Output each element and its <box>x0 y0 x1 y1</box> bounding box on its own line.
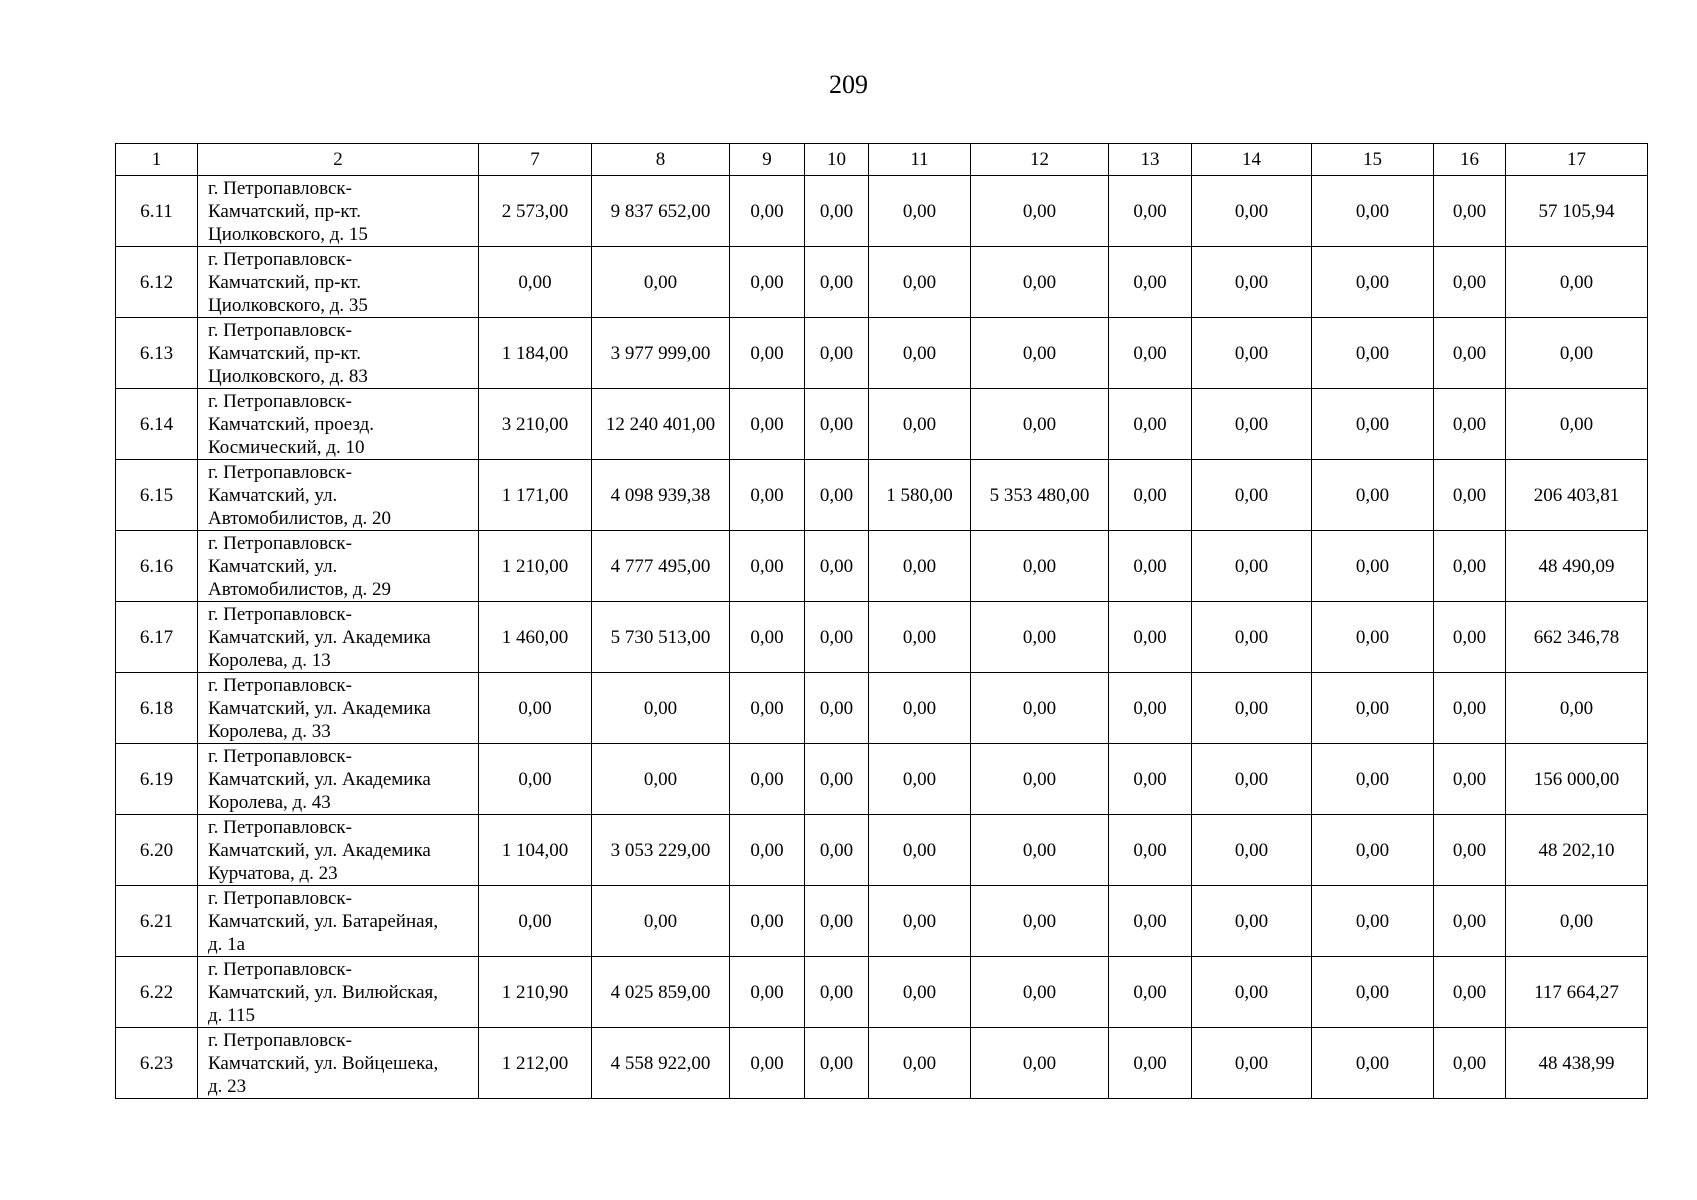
address-line: д. 23 <box>208 1075 247 1097</box>
value-cell: 0,00 <box>971 1028 1109 1099</box>
value-cell: 0,00 <box>971 673 1109 744</box>
value-cell: 0,00 <box>1109 602 1192 673</box>
value-cell: 0,00 <box>1192 886 1312 957</box>
value-cell: 0,00 <box>869 389 971 460</box>
value-cell: 0,00 <box>869 886 971 957</box>
value-cell: 3 053 229,00 <box>592 815 730 886</box>
value-cell: 0,00 <box>1312 460 1434 531</box>
value-cell: 662 346,78 <box>1506 602 1648 673</box>
value-cell: 0,00 <box>1109 176 1192 247</box>
value-cell: 1 184,00 <box>479 318 592 389</box>
value-cell: 0,00 <box>1109 886 1192 957</box>
value-cell: 0,00 <box>730 389 805 460</box>
value-cell: 9 837 652,00 <box>592 176 730 247</box>
value-cell: 0,00 <box>592 886 730 957</box>
address-line: Камчатский, ул. Войцешека, <box>208 1052 439 1074</box>
address-line: Циолковского, д. 35 <box>208 294 368 316</box>
address-line: Курчатова, д. 23 <box>208 862 338 884</box>
value-cell: 0,00 <box>730 815 805 886</box>
table-row <box>116 389 1648 460</box>
value-cell: 0,00 <box>1434 318 1506 389</box>
value-cell: 0,00 <box>1434 815 1506 886</box>
value-cell: 0,00 <box>1109 957 1192 1028</box>
value-cell: 0,00 <box>1506 389 1648 460</box>
address-line: Камчатский, ул. Академика <box>208 839 431 861</box>
value-cell: 0,00 <box>869 744 971 815</box>
value-cell: 0,00 <box>1312 602 1434 673</box>
row-number: 6.20 <box>116 815 198 886</box>
address-line: Камчатский, пр-кт. <box>208 271 362 293</box>
value-cell: 0,00 <box>805 886 869 957</box>
address-line: Королева, д. 33 <box>208 720 331 742</box>
value-cell: 1 460,00 <box>479 602 592 673</box>
value-cell: 48 438,99 <box>1506 1028 1648 1099</box>
address-cell <box>198 957 479 1028</box>
table-row <box>116 460 1648 531</box>
value-cell: 0,00 <box>971 318 1109 389</box>
value-cell: 0,00 <box>479 673 592 744</box>
value-cell: 0,00 <box>1434 389 1506 460</box>
value-cell: 0,00 <box>1312 815 1434 886</box>
value-cell: 0,00 <box>805 176 869 247</box>
value-cell: 0,00 <box>869 957 971 1028</box>
table-row <box>116 531 1648 602</box>
value-cell: 3 977 999,00 <box>592 318 730 389</box>
address-cell <box>198 673 479 744</box>
value-cell: 12 240 401,00 <box>592 389 730 460</box>
address-cell <box>198 247 479 318</box>
value-cell: 0,00 <box>479 247 592 318</box>
column-header: 2 <box>198 144 479 176</box>
address-line: г. Петропавловск- <box>208 887 352 909</box>
row-number: 6.17 <box>116 602 198 673</box>
value-cell: 0,00 <box>805 602 869 673</box>
value-cell: 0,00 <box>805 247 869 318</box>
table-row <box>116 318 1648 389</box>
column-header: 13 <box>1109 144 1192 176</box>
value-cell: 0,00 <box>1109 389 1192 460</box>
value-cell: 0,00 <box>1312 744 1434 815</box>
value-cell: 0,00 <box>805 1028 869 1099</box>
column-header: 16 <box>1434 144 1506 176</box>
value-cell: 0,00 <box>1192 815 1312 886</box>
value-cell: 0,00 <box>1109 815 1192 886</box>
value-cell: 0,00 <box>1434 673 1506 744</box>
address-line: Автомобилистов, д. 29 <box>208 578 392 600</box>
address-cell <box>198 744 479 815</box>
value-cell: 0,00 <box>1192 318 1312 389</box>
value-cell: 206 403,81 <box>1506 460 1648 531</box>
value-cell: 0,00 <box>869 815 971 886</box>
value-cell: 0,00 <box>592 744 730 815</box>
value-cell: 0,00 <box>1312 957 1434 1028</box>
value-cell: 0,00 <box>1506 247 1648 318</box>
row-number: 6.23 <box>116 1028 198 1099</box>
value-cell: 0,00 <box>1192 389 1312 460</box>
address-line: г. Петропавловск- <box>208 248 352 270</box>
address-line: г. Петропавловск- <box>208 958 352 980</box>
value-cell: 0,00 <box>869 531 971 602</box>
row-number: 6.16 <box>116 531 198 602</box>
value-cell: 0,00 <box>869 247 971 318</box>
address-line: г. Петропавловск- <box>208 532 352 554</box>
value-cell: 4 098 939,38 <box>592 460 730 531</box>
address-cell <box>198 886 479 957</box>
address-line: Камчатский, ул. Академика <box>208 626 431 648</box>
address-line: г. Петропавловск- <box>208 603 352 625</box>
table-row <box>116 1028 1648 1099</box>
value-cell: 0,00 <box>1192 744 1312 815</box>
row-number: 6.12 <box>116 247 198 318</box>
value-cell: 3 210,00 <box>479 389 592 460</box>
value-cell: 0,00 <box>1312 673 1434 744</box>
table-row <box>116 247 1648 318</box>
table-body <box>116 176 1648 1099</box>
value-cell: 0,00 <box>730 673 805 744</box>
value-cell: 0,00 <box>730 886 805 957</box>
value-cell: 5 730 513,00 <box>592 602 730 673</box>
value-cell: 0,00 <box>1506 673 1648 744</box>
value-cell: 0,00 <box>1434 460 1506 531</box>
address-cell <box>198 176 479 247</box>
column-header: 11 <box>869 144 971 176</box>
value-cell: 0,00 <box>1312 531 1434 602</box>
value-cell: 0,00 <box>805 957 869 1028</box>
address-line: г. Петропавловск- <box>208 816 352 838</box>
value-cell: 0,00 <box>971 176 1109 247</box>
column-header: 12 <box>971 144 1109 176</box>
address-cell <box>198 602 479 673</box>
address-line: г. Петропавловск- <box>208 674 352 696</box>
page-number: 209 <box>829 70 868 99</box>
address-line: Автомобилистов, д. 20 <box>208 507 392 529</box>
value-cell: 4 558 922,00 <box>592 1028 730 1099</box>
value-cell: 0,00 <box>971 815 1109 886</box>
value-cell: 0,00 <box>1192 176 1312 247</box>
value-cell: 0,00 <box>1192 247 1312 318</box>
value-cell: 0,00 <box>1109 460 1192 531</box>
value-cell: 0,00 <box>730 531 805 602</box>
value-cell: 0,00 <box>805 318 869 389</box>
value-cell: 0,00 <box>1312 176 1434 247</box>
value-cell: 0,00 <box>1192 1028 1312 1099</box>
address-cell <box>198 318 479 389</box>
value-cell: 0,00 <box>971 531 1109 602</box>
value-cell: 1 210,90 <box>479 957 592 1028</box>
table-row <box>116 602 1648 673</box>
address-line: Камчатский, ул. Батарейная, <box>208 910 439 932</box>
value-cell: 156 000,00 <box>1506 744 1648 815</box>
value-cell: 0,00 <box>730 957 805 1028</box>
address-line: Камчатский, ул. Вилюйская, <box>208 981 439 1003</box>
value-cell: 0,00 <box>971 886 1109 957</box>
value-cell: 0,00 <box>971 247 1109 318</box>
value-cell: 0,00 <box>592 673 730 744</box>
value-cell: 0,00 <box>1434 247 1506 318</box>
value-cell: 4 025 859,00 <box>592 957 730 1028</box>
address-line: д. 1а <box>208 933 246 955</box>
value-cell: 1 104,00 <box>479 815 592 886</box>
value-cell: 0,00 <box>805 531 869 602</box>
value-cell: 0,00 <box>1434 744 1506 815</box>
value-cell: 0,00 <box>1506 318 1648 389</box>
address-line: г. Петропавловск- <box>208 745 352 767</box>
row-number: 6.22 <box>116 957 198 1028</box>
address-line: Камчатский, ул. <box>208 484 338 506</box>
address-line: Камчатский, ул. <box>208 555 338 577</box>
value-cell: 0,00 <box>1109 744 1192 815</box>
value-cell: 0,00 <box>1109 318 1192 389</box>
address-line: г. Петропавловск- <box>208 1029 352 1051</box>
value-cell: 1 210,00 <box>479 531 592 602</box>
value-cell: 1 580,00 <box>869 460 971 531</box>
table-row <box>116 815 1648 886</box>
value-cell: 0,00 <box>805 389 869 460</box>
value-cell: 0,00 <box>730 744 805 815</box>
table-row <box>116 957 1648 1028</box>
value-cell: 48 490,09 <box>1506 531 1648 602</box>
address-line: г. Петропавловск- <box>208 319 352 341</box>
column-header: 7 <box>479 144 592 176</box>
value-cell: 0,00 <box>1312 247 1434 318</box>
value-cell: 0,00 <box>1434 886 1506 957</box>
row-number: 6.19 <box>116 744 198 815</box>
value-cell: 48 202,10 <box>1506 815 1648 886</box>
value-cell: 0,00 <box>479 744 592 815</box>
column-header: 10 <box>805 144 869 176</box>
address-line: Королева, д. 13 <box>208 649 331 671</box>
address-cell <box>198 1028 479 1099</box>
value-cell: 0,00 <box>805 460 869 531</box>
column-header: 9 <box>730 144 805 176</box>
value-cell: 0,00 <box>1192 673 1312 744</box>
value-cell: 57 105,94 <box>1506 176 1648 247</box>
value-cell: 0,00 <box>805 744 869 815</box>
row-number: 6.18 <box>116 673 198 744</box>
value-cell: 0,00 <box>730 247 805 318</box>
value-cell: 0,00 <box>730 318 805 389</box>
address-line: Камчатский, проезд. <box>208 413 375 435</box>
value-cell: 0,00 <box>592 247 730 318</box>
column-header: 15 <box>1312 144 1434 176</box>
value-cell: 0,00 <box>869 602 971 673</box>
value-cell: 0,00 <box>730 460 805 531</box>
value-cell: 0,00 <box>1192 531 1312 602</box>
table-row <box>116 176 1648 247</box>
value-cell: 0,00 <box>1312 389 1434 460</box>
address-line: Камчатский, пр-кт. <box>208 342 362 364</box>
column-header: 14 <box>1192 144 1312 176</box>
address-line: г. Петропавловск- <box>208 390 352 412</box>
column-header: 8 <box>592 144 730 176</box>
value-cell: 0,00 <box>730 1028 805 1099</box>
table-row <box>116 744 1648 815</box>
value-cell: 0,00 <box>1192 460 1312 531</box>
address-line: г. Петропавловск- <box>208 461 352 483</box>
address-cell <box>198 460 479 531</box>
value-cell: 0,00 <box>1434 957 1506 1028</box>
value-cell: 0,00 <box>479 886 592 957</box>
value-cell: 0,00 <box>1434 1028 1506 1099</box>
value-cell: 0,00 <box>1506 886 1648 957</box>
row-number: 6.11 <box>116 176 198 247</box>
value-cell: 2 573,00 <box>479 176 592 247</box>
value-cell: 0,00 <box>869 318 971 389</box>
value-cell: 117 664,27 <box>1506 957 1648 1028</box>
row-number: 6.13 <box>116 318 198 389</box>
column-header: 1 <box>116 144 198 176</box>
value-cell: 0,00 <box>1312 1028 1434 1099</box>
value-cell: 0,00 <box>1312 318 1434 389</box>
value-cell: 0,00 <box>1109 1028 1192 1099</box>
value-cell: 0,00 <box>1312 886 1434 957</box>
address-cell <box>198 815 479 886</box>
value-cell: 0,00 <box>1434 602 1506 673</box>
value-cell: 4 777 495,00 <box>592 531 730 602</box>
value-cell: 0,00 <box>869 1028 971 1099</box>
value-cell: 0,00 <box>869 176 971 247</box>
value-cell: 0,00 <box>971 744 1109 815</box>
value-cell: 0,00 <box>1192 957 1312 1028</box>
data-table <box>115 143 1648 1099</box>
table-row <box>116 673 1648 744</box>
value-cell: 0,00 <box>1109 673 1192 744</box>
value-cell: 0,00 <box>971 389 1109 460</box>
address-line: Королева, д. 43 <box>208 791 331 813</box>
address-line: Космический, д. 10 <box>208 436 365 458</box>
address-line: Циолковского, д. 83 <box>208 365 368 387</box>
address-line: Камчатский, ул. Академика <box>208 768 431 790</box>
value-cell: 0,00 <box>869 673 971 744</box>
address-line: Камчатский, ул. Академика <box>208 697 431 719</box>
value-cell: 0,00 <box>971 602 1109 673</box>
address-line: Камчатский, пр-кт. <box>208 200 362 222</box>
value-cell: 5 353 480,00 <box>971 460 1109 531</box>
value-cell: 0,00 <box>730 176 805 247</box>
table-row <box>116 886 1648 957</box>
value-cell: 0,00 <box>971 957 1109 1028</box>
address-line: г. Петропавловск- <box>208 177 352 199</box>
value-cell: 0,00 <box>1434 531 1506 602</box>
value-cell: 0,00 <box>1109 247 1192 318</box>
value-cell: 0,00 <box>805 673 869 744</box>
address-cell <box>198 531 479 602</box>
table-header-row <box>116 144 1648 176</box>
address-line: Циолковского, д. 15 <box>208 223 368 245</box>
row-number: 6.14 <box>116 389 198 460</box>
value-cell: 0,00 <box>730 602 805 673</box>
address-cell <box>198 389 479 460</box>
value-cell: 1 212,00 <box>479 1028 592 1099</box>
row-number: 6.21 <box>116 886 198 957</box>
column-header: 17 <box>1506 144 1648 176</box>
address-line: д. 115 <box>208 1004 255 1026</box>
row-number: 6.15 <box>116 460 198 531</box>
value-cell: 0,00 <box>1434 176 1506 247</box>
value-cell: 0,00 <box>1109 531 1192 602</box>
value-cell: 0,00 <box>1192 602 1312 673</box>
value-cell: 0,00 <box>805 815 869 886</box>
value-cell: 1 171,00 <box>479 460 592 531</box>
